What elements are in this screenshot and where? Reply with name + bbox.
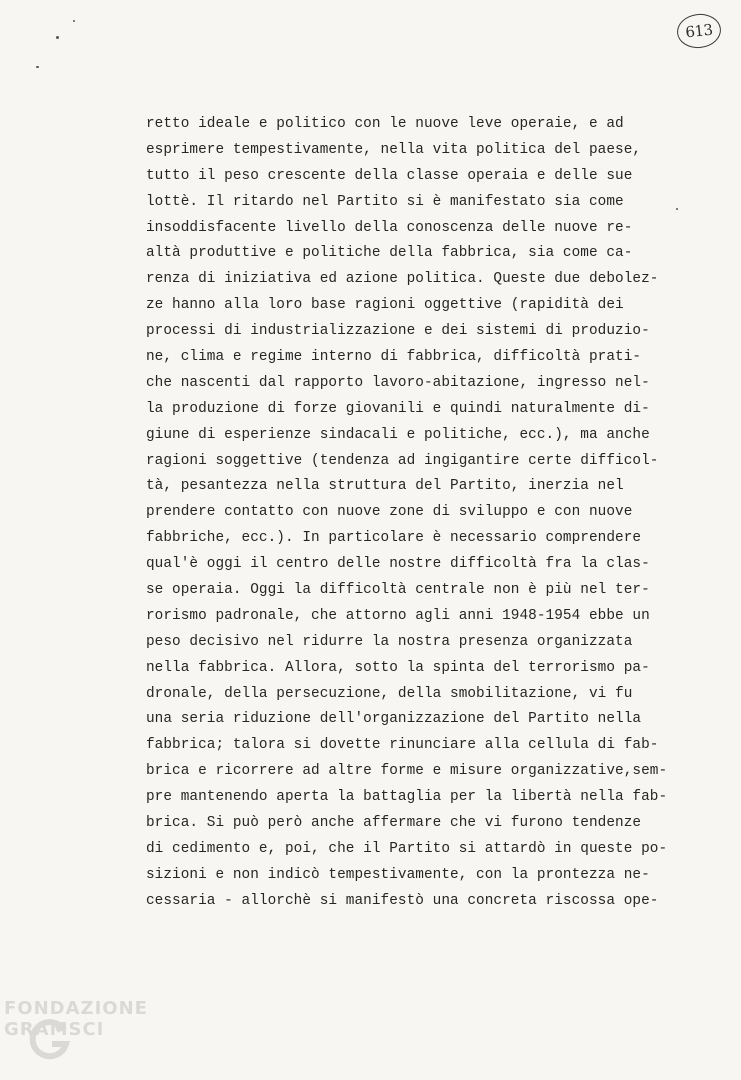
text-line: processi di industrializzazione e dei sistemi di produzio- — [146, 323, 650, 340]
margin-speck — [56, 36, 59, 39]
text-line: qual'è oggi il centro delle nostre difficoltà fra la clas- — [146, 556, 650, 573]
text-line: brica e ricorrere ad altre forme e misure organizzative,sem- — [146, 763, 668, 780]
text-line: insoddisfacente livello della conoscenza delle nuove re- — [146, 219, 633, 236]
text-line: prendere contatto con nuove zone di sviluppo e con nuove — [146, 504, 633, 521]
text-line: una seria riduzione dell'organizzazione del Partito nella — [146, 711, 642, 728]
text-line: fabbriche, ecc.). In particolare è necessario comprendere — [146, 530, 642, 547]
text-line: dronale, della persecuzione, della smobilitazione, vi fu — [146, 685, 633, 702]
watermark-text: FONDAZIONE GRAMSCI — [4, 998, 148, 1040]
text-line: la produzione di forze giovanili e quindi naturalmente di- — [146, 400, 650, 417]
text-line: lottè. Il ritardo nel Partito si è manifestato sia come — [146, 193, 624, 210]
text-line: di cedimento e, poi, che il Partito si attardò in queste po- — [146, 840, 668, 857]
body-text — [146, 112, 686, 915]
text-line: rorismo padronale, che attorno agli anni 1948-1954 ebbe un — [146, 607, 650, 624]
text-line: altà produttive e politiche della fabbrica, sia come ca- — [146, 245, 633, 262]
text-line: ne, clima e regime interno di fabbrica, difficoltà prati- — [146, 349, 642, 366]
text-line: sizioni e non indicò tempestivamente, con la prontezza ne- — [146, 866, 650, 883]
text-line: renza di iniziativa ed azione politica. Queste due debolez- — [146, 271, 659, 288]
text-line: se operaia. Oggi la difficoltà centrale non è più nel ter- — [146, 582, 650, 599]
text-line: tà, pesantezza nella struttura del Partito, inerzia nel — [146, 478, 624, 495]
text-line: cessaria - allorchè si manifestò una concreta riscossa ope- — [146, 892, 659, 909]
text-line: retto ideale e politico con le nuove leve operaie, e ad — [146, 116, 624, 132]
text-line: ragioni soggettive (tendenza ad ingigantire certe difficol- — [146, 452, 659, 469]
page-number-stamp — [675, 12, 722, 50]
text-line: esprimere tempestivamente, nella vita politica del paese, — [146, 141, 642, 158]
fondazione-gramsci-watermark — [0, 996, 190, 1066]
text-line: pre mantenendo aperta la battaglia per la libertà nella fab- — [146, 789, 668, 806]
text-line: che nascenti dal rapporto lavoro-abitazione, ingresso nel- — [146, 374, 650, 391]
text-line: peso decisivo nel ridurre la nostra presenza organizzata — [146, 633, 633, 650]
text-line: brica. Si può però anche affermare che vi furono tendenze — [146, 815, 642, 832]
margin-speck — [73, 20, 75, 22]
margin-speck — [36, 66, 39, 68]
text-line: fabbrica; talora si dovette rinunciare alla cellula di fab- — [146, 737, 659, 754]
text-line: nella fabbrica. Allora, sotto la spinta del terrorismo pa- — [146, 659, 650, 676]
text-line: tutto il peso crescente della classe operaia e delle sue — [146, 167, 633, 184]
text-line: giune di esperienze sindacali e politiche, ecc.), ma anche — [146, 426, 650, 443]
page-number: 613 — [684, 20, 714, 42]
text-line: ze hanno alla loro base ragioni oggettive (rapidità dei — [146, 297, 624, 314]
